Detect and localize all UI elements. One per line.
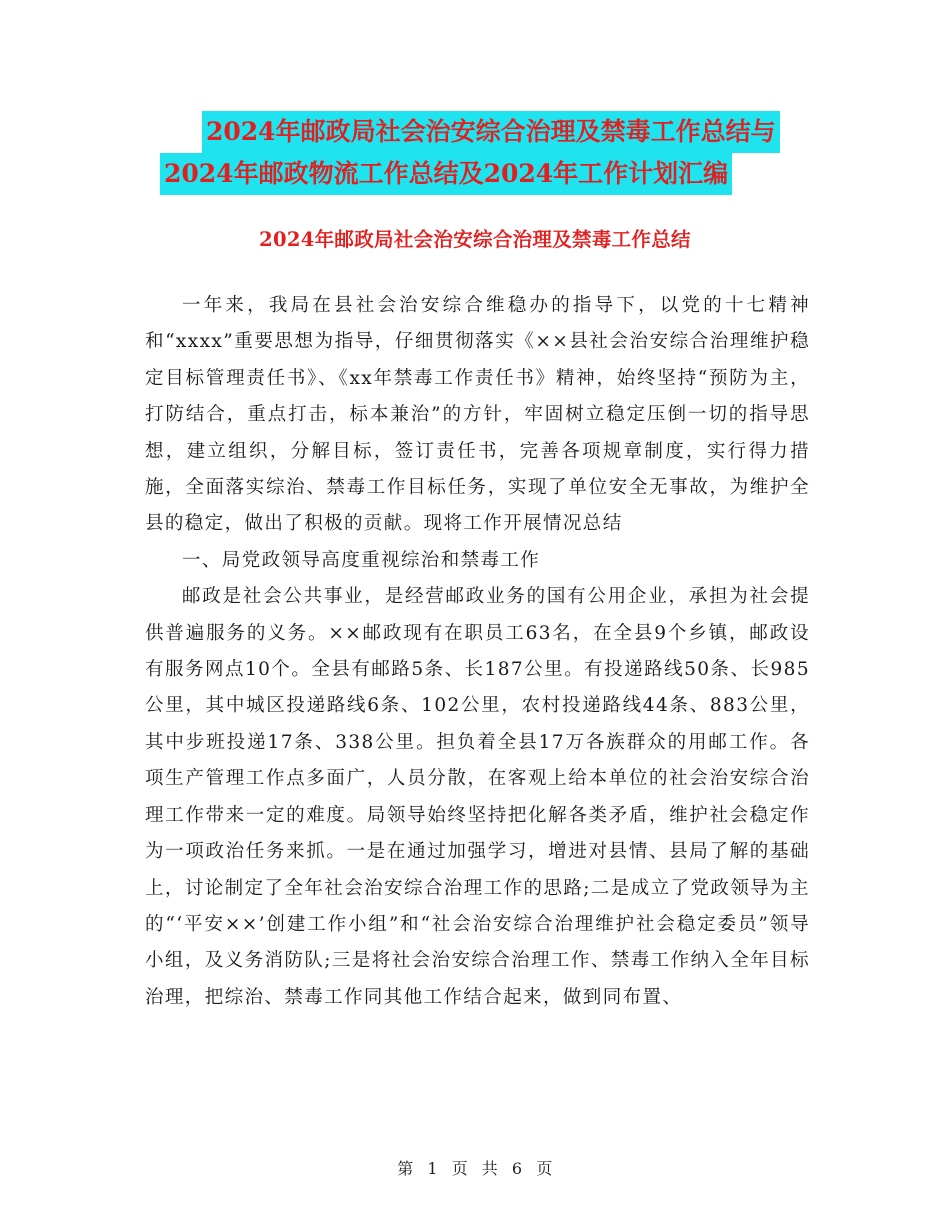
footer-total-prefix: 共 <box>481 1159 499 1178</box>
footer-page-label: 页 <box>451 1159 469 1178</box>
main-title-line-1: 2024年邮政局社会治安综合治理及禁毒工作总结与 <box>202 111 780 153</box>
footer-current-page: 1 <box>427 1159 439 1178</box>
footer-total-pages: 6 <box>511 1159 523 1178</box>
main-title <box>160 111 820 195</box>
document-body <box>145 288 810 1016</box>
footer-prefix: 第 <box>397 1159 414 1178</box>
section-title: 2024年邮政局社会治安综合治理及禁毒工作总结 <box>259 228 691 251</box>
main-title-line-2: 2024年邮政物流工作总结及2024年工作计划汇编 <box>160 153 732 195</box>
body-paragraph-2: 邮政是社会公共事业，是经营邮政业务的国有公用企业，承担为社会提供普遍服务的义务。××邮政现有在职员工63名，在全县9个乡镇，邮政设有服务网点10个。全县有邮路5条、长187公里。有投递路线50条、长985公里，其中城区投递路线6条、102公里，农村投递路线44条、883公里，其中步班投递17条、338公里。担负着全县17万各族群众的用邮工作。各项生产管理工作点多面广，人员分散，在客观上给本单位的社会治安综合治理工作带来一定的难度。局领导始终坚持把化解各类矛盾，维护社会稳定作为一项政治任务来抓。一是在通过加强学习，增进对县情、县局了解的基础上，讨论制定了全年社会治安综合治理工作的思路;二是成立了党政领导为主的“‘平安××’创建工作小组”和“社会治安综合治理维护社会稳定委员”领导小组，及义务消防队;三是将社会治安综合治理工作、禁毒工作纳入全年目标治理，把综治、禁毒工作同其他工作结合起来，做到同布置、 <box>145 586 810 1008</box>
section-heading-1: 一、局党政领导高度重视综治和禁毒工作 <box>182 549 541 571</box>
page-footer <box>0 1156 950 1179</box>
footer-suffix: 页 <box>536 1159 553 1178</box>
body-paragraph-intro: 一年来，我局在县社会治安综合维稳办的指导下，以党的十七精神和“xxxx”重要思想为指导，仔细贯彻落实《××县社会治安综合治理维护稳定目标管理责任书》、《xx年禁毒工作责任书》精神，始终坚持“预防为主，打防结合，重点打击，标本兼治”的方针，牢固树立稳定压倒一切的指导思想，建立组织，分解目标，签订责任书，完善各项规章制度，实行得力措施，全面落实综治、禁毒工作目标任务，实现了单位安全无事故，为维护全县的稳定，做出了积极的贡献。现将工作开展情况总结 <box>145 295 810 535</box>
